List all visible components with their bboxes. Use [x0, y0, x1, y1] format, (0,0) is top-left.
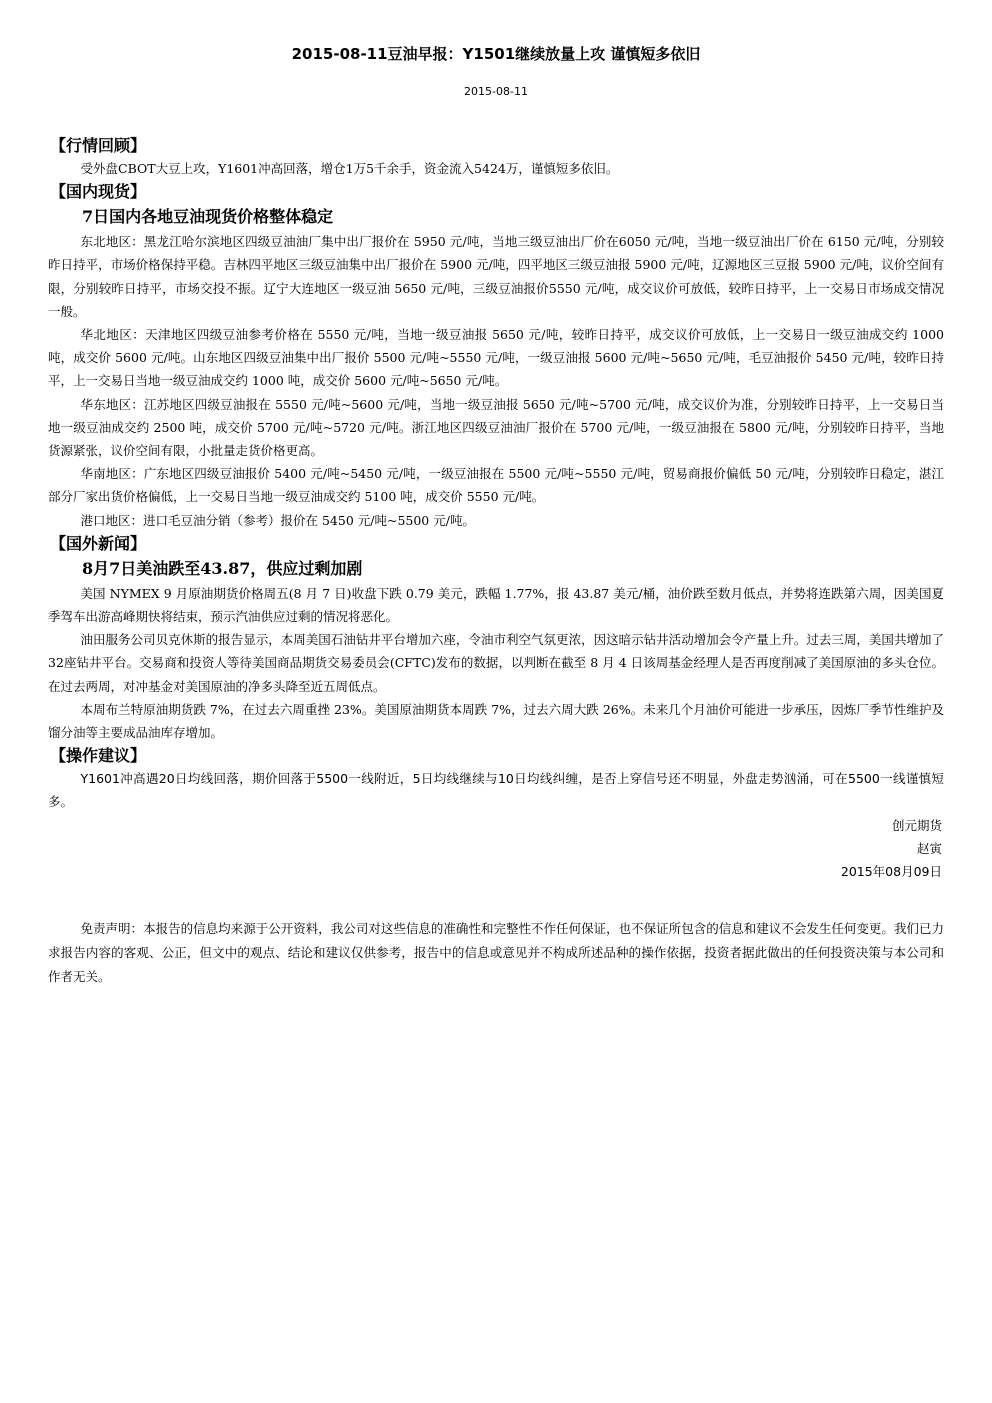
foreign-paragraph-3: 本周布兰特原油期货跌 7%，在过去六周重挫 23%。美国原油期货本周跌 7%，过去六周大跌 26%。未来几个月油价可能进一步承压，因炼厂季节性维护及馏分油等主要成品油库存增加。 — [48, 701, 944, 741]
signature-date: 2015年08月09日 — [840, 864, 942, 880]
spot-paragraph-northeast: 东北地区：黑龙江哈尔滨地区四级豆油油厂集中出厂报价在 5950 元/吨，当地三级豆油出厂价在6050 元/吨，当地一级豆油出厂价在 6150 元/吨，分别较昨日持平，市场价格保持平稳。吉林四平地区三级豆油集中出厂报价在 5900 元/吨，四平地区三级豆油报 5900 元/吨，辽源地区三豆报 5900 元/吨，议价空间有限，分别较昨日持平，市场交投不振。辽宁大连地区一级豆油 5650 元/吨，三级豆油报价5550 元/吨，成交议价可放低，较昨日持平，上一交易日市场成交情况一般。 — [48, 234, 944, 319]
review-paragraph: 受外盘CBOT大豆上攻，Y1601冲高回落，增仓1万5千余手，资金流入5424万，谨慎短多依旧。 — [80, 161, 619, 176]
section-heading-foreign: 【国外新闻】 — [50, 533, 147, 553]
spot-paragraph-south: 华南地区：广东地区四级豆油报价 5400 元/吨~5450 元/吨，一级豆油报在 5500 元/吨~5550 元/吨，贸易商报价偏低 50 元/吨，分别较昨日稳定，湛江部分厂家出货价格偏低，上一交易日当地一级豆油成交约 5100 吨，成交价 5550 元/吨。 — [48, 466, 944, 505]
spot-paragraph-port: 港口地区：进口毛豆油分销（参考）报价在 5450 元/吨~5500 元/吨。 — [80, 512, 475, 528]
spot-subheading: 7日国内各地豆油现货价格整体稳定 — [82, 207, 334, 227]
disclaimer-paragraph: 免责声明：本报告的信息均来源于公开资料，我公司对这些信息的准确性和完整性不作任何保证，也不保证所包含的信息和建议不会发生任何变更。我们已力求报告内容的客观、公正，但文中的观点、结论和建议仅供参考，报告中的信息或意见并不构成所述品种的操作依据，投资者据此做出的任何投资决策与本公司和作者无关。 — [48, 921, 944, 985]
report-body — [48, 134, 944, 989]
signature-author: 赵寅 — [916, 840, 942, 856]
report-title: 2015-08-11豆油早报：Y1501继续放量上攻 谨慎短多依旧 — [291, 45, 701, 63]
foreign-paragraph-2: 油田服务公司贝克休斯的报告显示，本周美国石油钻井平台增加六座，令油市利空气氛更浓，因这暗示钻井活动增加会令产量上升。过去三周，美国共增加了32座钻井平台。交易商和投资人等待美国商品期货交易委员会(CFTC)发布的数据，以判断在截至 8 月 4 日该周基金经理人是否再度削减了美国原油的多头仓位。在过去两周，对冲基金对美国原油的净多头降至近五周低点。 — [48, 632, 944, 694]
foreign-subheading: 8月7日美油跌至43.87，供应过剩加剧 — [82, 558, 363, 578]
spot-paragraph-east: 华东地区：江苏地区四级豆油报在 5550 元/吨~5600 元/吨，当地一级豆油报 5650 元/吨~5700 元/吨，成交议价为准，分别较昨日持平，上一交易日当地一级豆油成交约 2500 吨，成交价 5700 元/吨~5720 元/吨。浙江地区四级豆油油厂报价在 5700 元/吨，一级豆油报在 5800 元/吨，分别较昨日持平，当地货源紧张，议价空间有限，小批量走货价格更高。 — [48, 396, 944, 459]
signature-company: 创元期货 — [891, 817, 942, 833]
foreign-paragraph-1: 美国 NYMEX 9 月原油期货价格周五(8 月 7 日)收盘下跌 0.79 美元，跌幅 1.77%，报 43.87 美元/桶，油价跌至数月低点，并势将连跌第六周，因美国夏季驾车出游高峰期快将结束，预示汽油供应过剩的情况将恶化。 — [48, 585, 944, 625]
section-heading-advice: 【操作建议】 — [50, 746, 147, 766]
spot-paragraph-north: 华北地区：天津地区四级豆油参考价格在 5550 元/吨，当地一级豆油报 5650 元/吨，较昨日持平，成交议价可放低，上一交易日一级豆油成交约 1000 吨，成交价 5600 元/吨。山东地区四级豆油集中出厂报价 5500 元/吨~5550 元/吨，一级豆油报 5600 元/吨~5650 元/吨，毛豆油报价 5450 元/吨，较昨日持平，上一交易日当地一级豆油成交约 1000 吨，成交价 5600 元/吨~5650 元/吨。 — [48, 327, 944, 389]
report-date: 2015-08-11 — [464, 85, 528, 98]
section-heading-review: 【行情回顾】 — [50, 136, 147, 155]
advice-paragraph: Y1601冲高遇20日均线回落，期价回落于5500一线附近，5日均线继续与10日均线纠缠，是否上穿信号还不明显，外盘走势汹涌，可在5500一线谨慎短多。 — [48, 771, 944, 810]
section-heading-spot: 【国内现货】 — [50, 182, 147, 202]
